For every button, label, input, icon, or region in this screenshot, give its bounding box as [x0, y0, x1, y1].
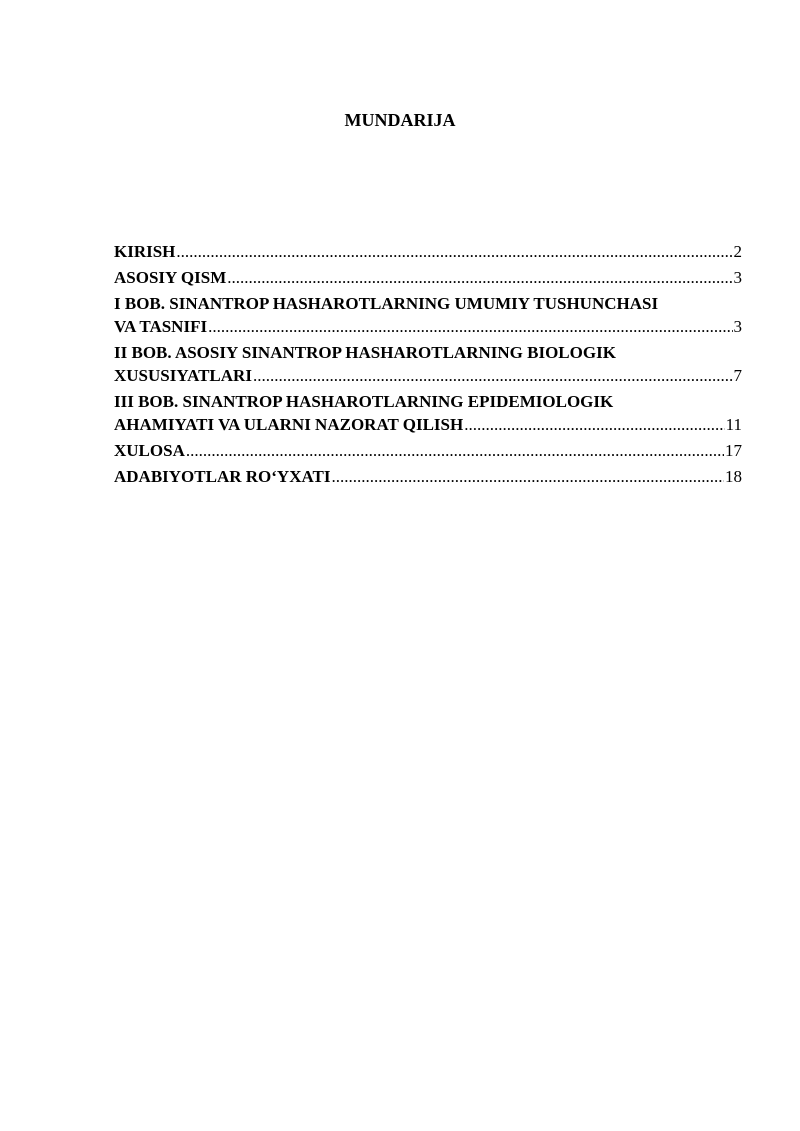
toc-row [114, 439, 742, 462]
toc-page-number: 3 [733, 317, 742, 336]
toc-entry-title: ASOSIY QISM [114, 268, 227, 287]
toc-page-number: 7 [733, 366, 742, 385]
toc-entry-title-line2: XUSUSIYATLARI [114, 366, 252, 385]
toc-entry-title: XULOSA [114, 441, 185, 460]
toc-entry-chapter-2[interactable] [114, 341, 742, 387]
toc-page-number: 11 [725, 415, 742, 434]
toc-row [114, 413, 742, 436]
toc-entry-kirish[interactable] [114, 240, 742, 263]
toc-entry-title-line2: VA TASNIFI [114, 317, 208, 336]
toc-leader-dots [208, 315, 732, 338]
table-of-contents [114, 240, 742, 488]
toc-row [114, 240, 742, 263]
toc-entry-title-line1: I BOB. SINANTROP HASHAROTLARNING UMUMIY TUSHUNCHASI [114, 294, 659, 313]
toc-entry-adabiyotlar[interactable] [114, 465, 742, 488]
toc-entry-xulosa[interactable] [114, 439, 742, 462]
toc-entry-title-line1: III BOB. SINANTROP HASHAROTLARNING EPIDEMIOLOGIK [114, 392, 614, 411]
toc-entry-asosiy-qism[interactable] [114, 266, 742, 289]
toc-leader-dots [186, 439, 724, 462]
toc-page-number: 2 [733, 242, 742, 261]
toc-entry-title: KIRISH [114, 242, 176, 261]
toc-entry-title-line2: AHAMIYATI VA ULARNI NAZORAT QILISH [114, 415, 464, 434]
toc-row [114, 266, 742, 289]
toc-leader-dots [176, 240, 732, 263]
page-title: MUNDARIJA [344, 110, 456, 130]
toc-entry-title: ADABIYOTLAR RO‘YXATI [114, 467, 331, 486]
toc-page-number: 18 [725, 467, 742, 486]
toc-row [114, 465, 742, 488]
toc-leader-dots [464, 413, 724, 436]
toc-row [114, 315, 742, 338]
toc-entry-chapter-3[interactable] [114, 390, 742, 436]
toc-page-number: 17 [725, 441, 742, 460]
toc-row [114, 364, 742, 387]
toc-leader-dots [253, 364, 733, 387]
toc-page-number: 3 [733, 268, 742, 287]
toc-leader-dots [331, 465, 724, 488]
toc-entry-title-line1: II BOB. ASOSIY SINANTROP HASHAROTLARNING BIOLOGIK [114, 343, 616, 362]
toc-leader-dots [227, 266, 732, 289]
toc-entry-chapter-1[interactable] [114, 292, 742, 338]
